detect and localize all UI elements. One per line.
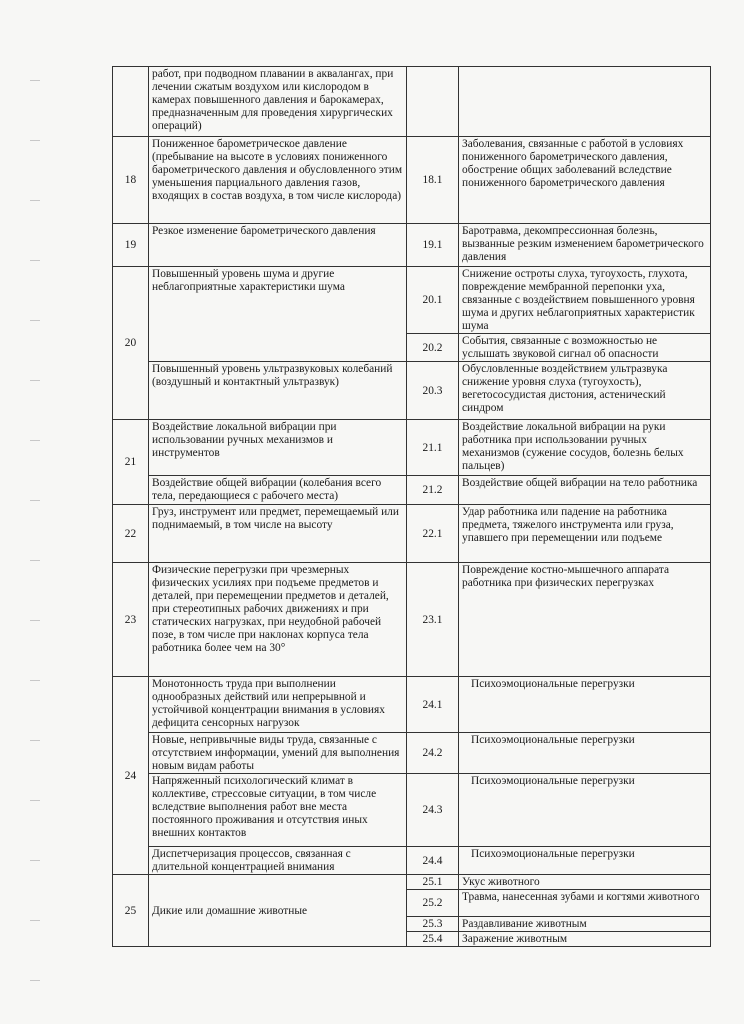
table-row <box>113 224 711 267</box>
row-number-cell <box>113 67 149 137</box>
consequence-cell: Воздействие локальной вибрации на руки работника при использовании ручных механизмов (сужение сосудов, болезнь белых пальцев) <box>459 420 711 476</box>
hazard-factor-cell: Новые, непривычные виды труда, связанные с отсутствием информации, умений для выполнения новым видам работы <box>149 733 407 774</box>
hazard-code-cell: 21.2 <box>407 476 459 505</box>
consequence-cell: Заражение животным <box>459 932 711 947</box>
consequence-cell: Травма, нанесенная зубами и когтями животного <box>459 890 711 917</box>
table-row <box>113 67 711 137</box>
table-row <box>113 267 711 334</box>
consequence-cell: Психоэмоциональные перегрузки <box>459 774 711 847</box>
hazard-factor-cell: Монотонность труда при выполнении однообразных действий или непрерывной и устойчивой концентрации внимания в условиях дефицита сенсорных нагрузок <box>149 677 407 733</box>
hazard-factor-cell: Пониженное барометрическое давление (пребывание на высоте в условиях пониженного барометрического давления и обусловленного этим уменьшения парциального давления газов, входящих в состав воздуха, в том числе кислорода) <box>149 137 407 224</box>
table-row <box>113 505 711 563</box>
hazard-code-cell: 21.1 <box>407 420 459 476</box>
hazard-code-cell: 25.2 <box>407 890 459 917</box>
consequence-cell: Воздействие общей вибрации на тело работника <box>459 476 711 505</box>
hazard-factor-cell: работ, при подводном плавании в аквалангах, при лечении сжатым воздухом или кислородом в камерах повышенного давления и барокамерах, предназначенным для проведения хирургических операций) <box>149 67 407 137</box>
scan-margin <box>0 0 40 1024</box>
hazard-factor-cell: Повышенный уровень ультразвуковых колебаний (воздушный и контактный ультразвук) <box>149 362 407 420</box>
hazard-factor-cell: Повышенный уровень шума и другие неблагоприятные характеристики шума <box>149 267 407 362</box>
table-row <box>113 420 711 476</box>
consequence-cell: Раздавливание животным <box>459 917 711 932</box>
row-number-cell: 21 <box>113 420 149 505</box>
table-row <box>113 733 711 774</box>
row-number-cell: 20 <box>113 267 149 420</box>
hazard-code-cell: 24.1 <box>407 677 459 733</box>
hazard-factor-cell: Напряженный психологический климат в коллективе, стрессовые ситуации, в том числе вследствие выполнения работ вне места постоянного проживания и отсутствия иных внешних контактов <box>149 774 407 847</box>
consequence-cell: Психоэмоциональные перегрузки <box>459 733 711 774</box>
hazard-code-cell: 24.3 <box>407 774 459 847</box>
hazard-code-cell: 25.3 <box>407 917 459 932</box>
hazard-factor-cell: Резкое изменение барометрического давления <box>149 224 407 267</box>
consequence-cell: Удар работника или падение на работника предмета, тяжелого инструмента или груза, упавшего при перемещении или подъеме <box>459 505 711 563</box>
consequence-cell: События, связанные с возможностью не услышать звуковой сигнал об опасности <box>459 334 711 362</box>
hazard-code-cell: 25.1 <box>407 875 459 890</box>
table-row <box>113 847 711 875</box>
hazard-code-cell: 18.1 <box>407 137 459 224</box>
hazard-code-cell: 19.1 <box>407 224 459 267</box>
row-number-cell: 23 <box>113 563 149 677</box>
consequence-cell: Снижение остроты слуха, тугоухость, глухота, повреждение мембранной перепонки уха, связанные с воздействием повышенного уровня шума и других неблагоприятных характеристик шума <box>459 267 711 334</box>
consequence-cell: Повреждение костно-мышечного аппарата работника при физических перегрузках <box>459 563 711 677</box>
hazard-code-cell: 24.4 <box>407 847 459 875</box>
hazard-code-cell: 22.1 <box>407 505 459 563</box>
hazard-code-cell: 20.3 <box>407 362 459 420</box>
hazard-factor-cell: Физические перегрузки при чрезмерных физических усилиях при подъеме предметов и деталей, при перемещении предметов и деталей, при стереотипных рабочих движениях и при статических нагрузках, при неудобной рабочей позе, в том числе при наклонах корпуса тела работника более чем на 30° <box>149 563 407 677</box>
consequence-cell: Укус животного <box>459 875 711 890</box>
hazard-code-cell <box>407 67 459 137</box>
consequence-cell: Психоэмоциональные перегрузки <box>459 847 711 875</box>
row-number-cell: 19 <box>113 224 149 267</box>
table-row <box>113 563 711 677</box>
table-row <box>113 774 711 847</box>
hazard-factor-cell: Дикие или домашние животные <box>149 875 407 947</box>
table-row <box>113 677 711 733</box>
hazard-code-cell: 23.1 <box>407 563 459 677</box>
row-number-cell: 22 <box>113 505 149 563</box>
row-number-cell: 18 <box>113 137 149 224</box>
consequence-cell: Обусловленные воздействием ультразвука снижение уровня слуха (тугоухость), вегетососудистая дистония, астенический синдром <box>459 362 711 420</box>
hazards-table <box>112 66 711 947</box>
row-number-cell: 24 <box>113 677 149 875</box>
hazard-code-cell: 24.2 <box>407 733 459 774</box>
table-row <box>113 137 711 224</box>
hazard-factor-cell: Диспетчеризация процессов, связанная с длительной концентрацией внимания <box>149 847 407 875</box>
table-row <box>113 476 711 505</box>
table-row <box>113 875 711 890</box>
hazard-code-cell: 25.4 <box>407 932 459 947</box>
hazard-factor-cell: Воздействие локальной вибрации при использовании ручных механизмов и инструментов <box>149 420 407 476</box>
row-number-cell: 25 <box>113 875 149 947</box>
hazard-code-cell: 20.1 <box>407 267 459 334</box>
consequence-cell <box>459 67 711 137</box>
consequence-cell: Психоэмоциональные перегрузки <box>459 677 711 733</box>
consequence-cell: Заболевания, связанные с работой в условиях пониженного барометрического давления, обострение общих заболеваний вследствие пониженного барометрического давления <box>459 137 711 224</box>
consequence-cell: Баротравма, декомпрессионная болезнь, вызванные резким изменением барометрического давления <box>459 224 711 267</box>
table-row <box>113 362 711 420</box>
hazard-factor-cell: Груз, инструмент или предмет, перемещаемый или поднимаемый, в том числе на высоту <box>149 505 407 563</box>
hazard-code-cell: 20.2 <box>407 334 459 362</box>
hazard-factor-cell: Воздействие общей вибрации (колебания всего тела, передающиеся с рабочего места) <box>149 476 407 505</box>
